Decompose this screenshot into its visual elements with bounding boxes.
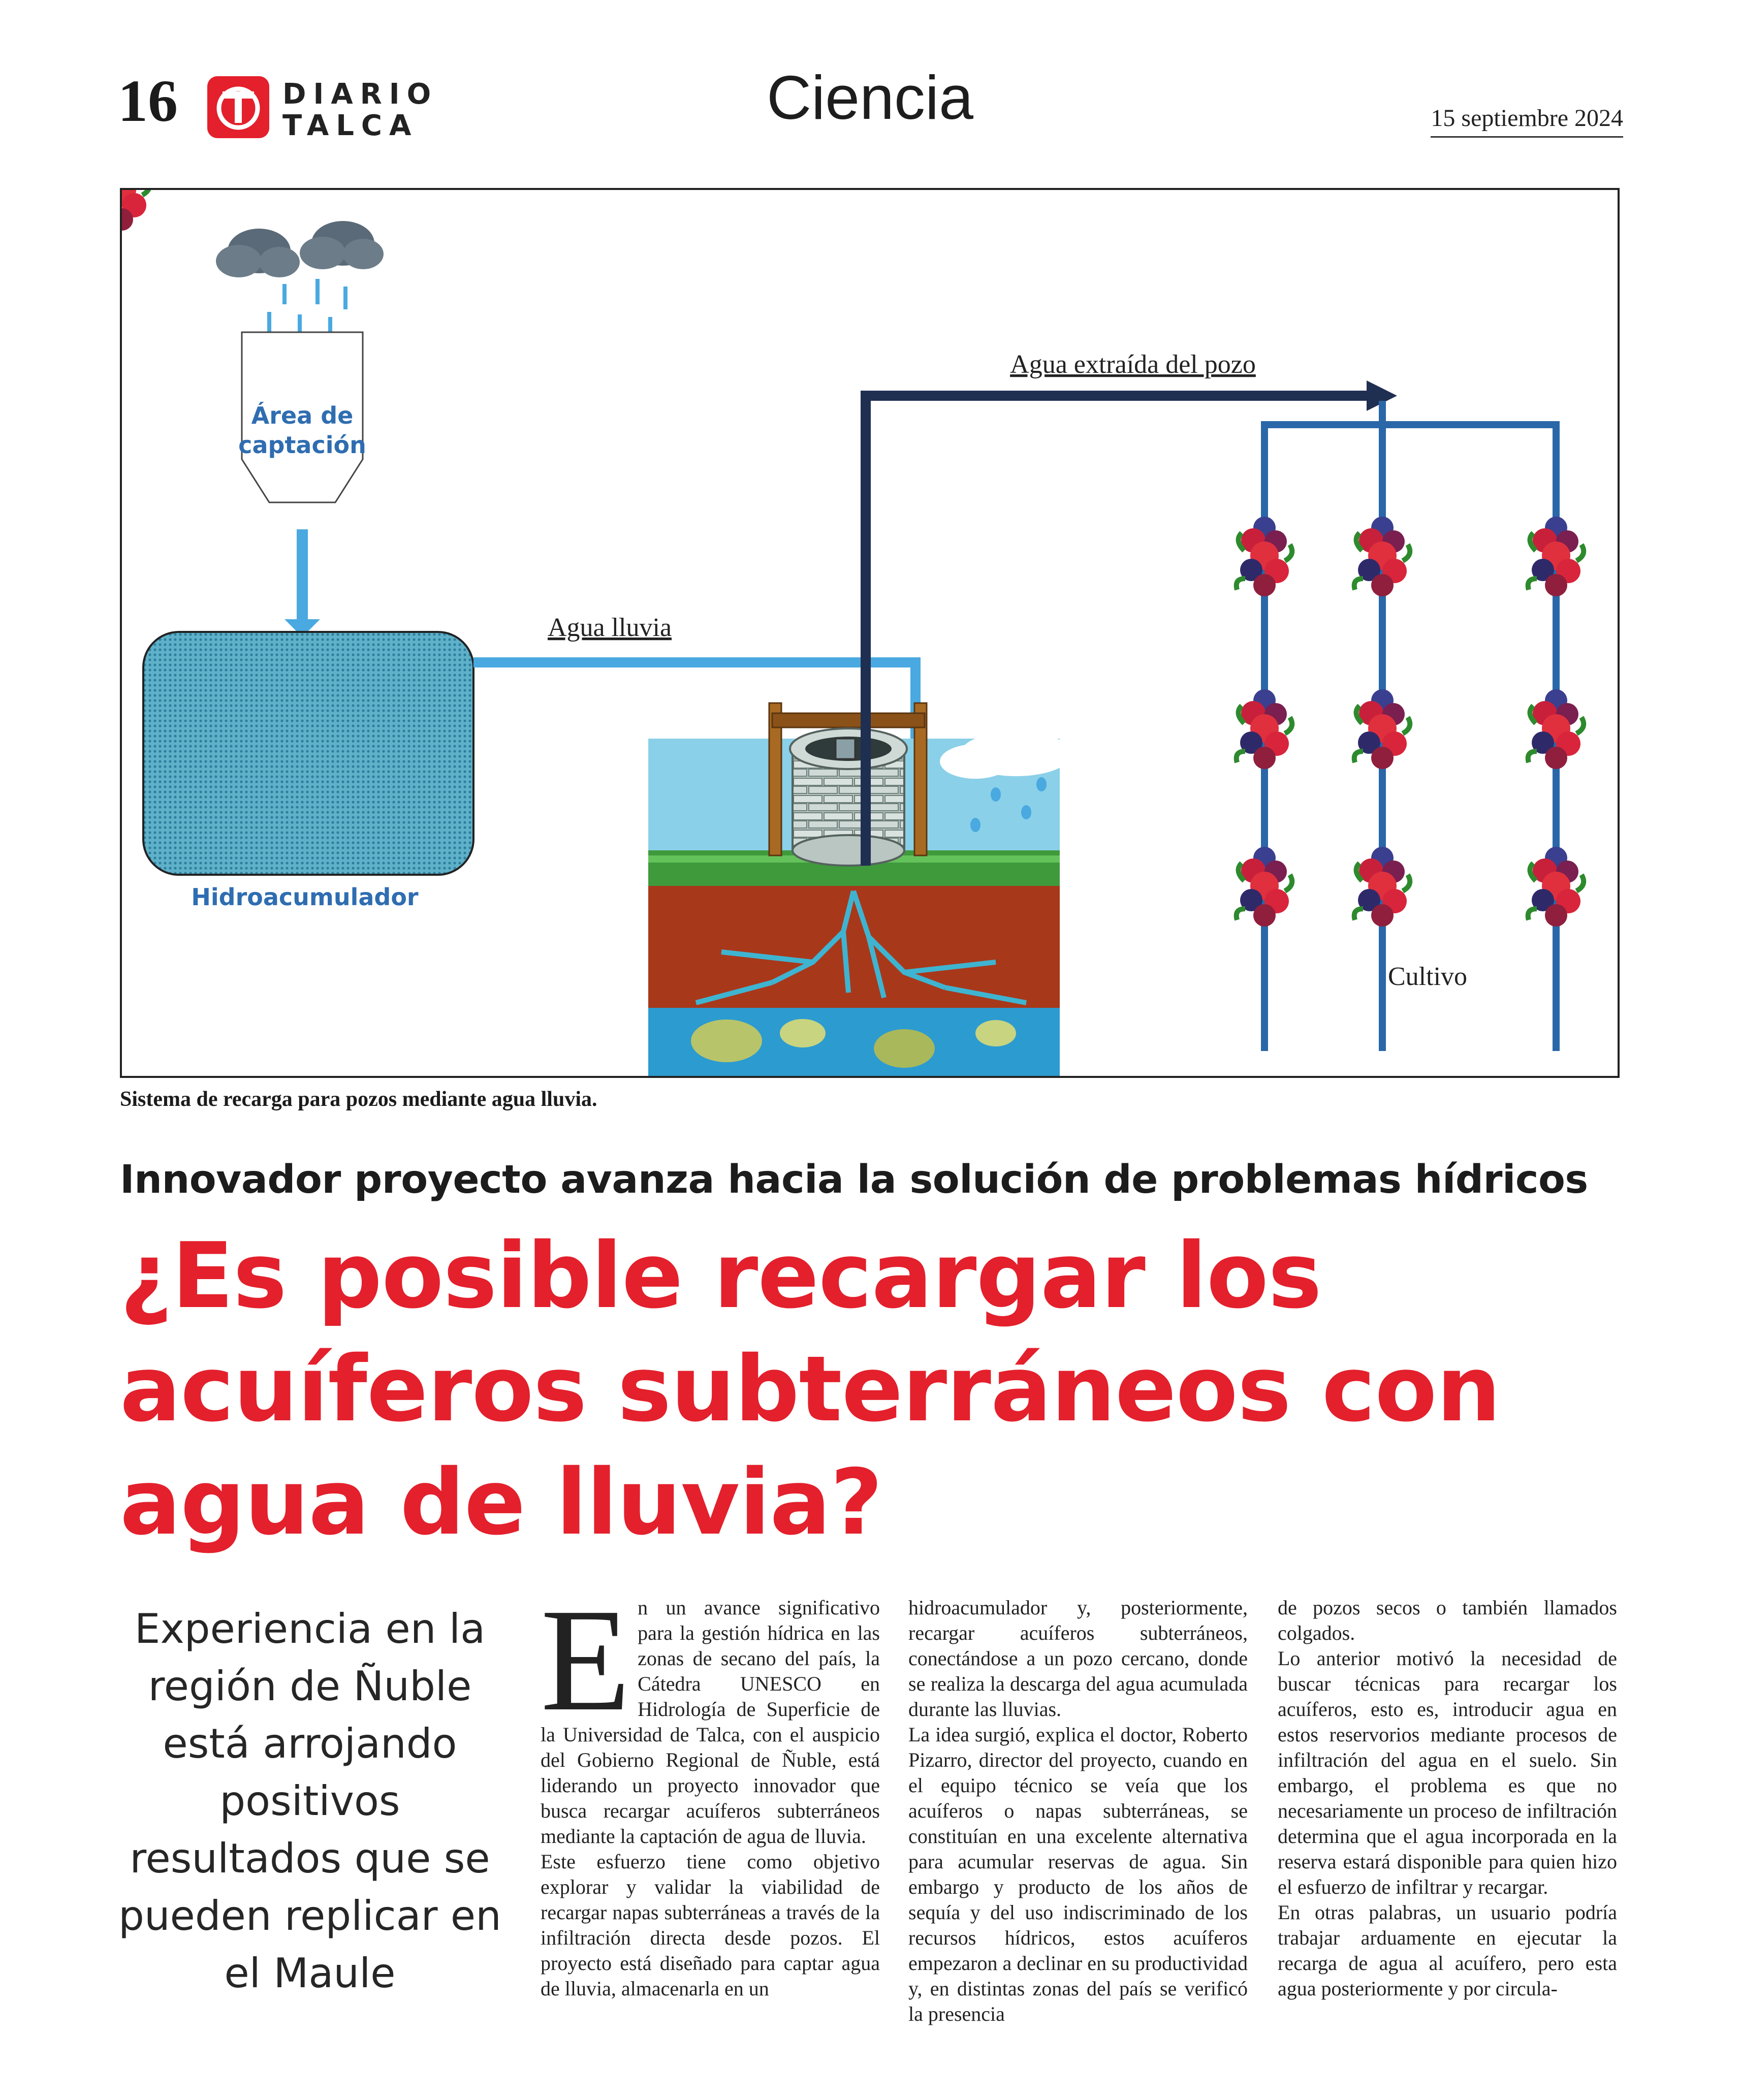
article-column-1 (541, 1578, 880, 2001)
headline-line: acuíferos subterráneos con (120, 1337, 1501, 1442)
area-label-line1: Área de (251, 402, 354, 429)
paragraph: En otras palabras, un usuario podría trabajar arduamente en ejecutar la recarga de agua al acuífero, pero esta agua posteriormente y por circula- (1278, 1901, 1617, 2000)
downpipe (297, 529, 308, 622)
logo-text-diario: DIARIO (282, 78, 438, 111)
page-number: 16 (118, 68, 178, 134)
crop-label: Cultivo (1387, 962, 1468, 991)
logo-text-talca: TALCA (282, 109, 419, 142)
paragraph: de pozos secos o también llamados colgados. (1278, 1596, 1617, 1644)
hydroaccumulator-tank (143, 632, 473, 875)
recharge-system-diagram (122, 190, 1618, 1076)
article-deck: Experiencia en la región de Ñuble está arrojando positivos resultados que se pueden replicar en el Maule (118, 1605, 501, 1997)
area-label-line2: captación (238, 431, 366, 459)
figure-caption: Sistema de recarga para pozos mediante agua lluvia. (120, 1088, 597, 1111)
drop-cap: E (541, 1578, 631, 1741)
article-column-2 (908, 1595, 1248, 2027)
extracted-water-label: Agua extraída del pozo (1010, 350, 1256, 379)
paragraph: La idea surgió, explica el doctor, Roberto Pizarro, director del proyecto, cuando en el equipo técnico se veía que los acuíferos o napas subterráneas, se constituían en una excelente alternativa para acumular reservas de agua. Sin embargo y producto de los años de sequía y del uso indiscriminado de los recursos hídricos, estos acuíferos empezaron a declinar en su productividad y, en distintas zonas del país se verificó la presencia (908, 1723, 1248, 2025)
article-column-3 (1278, 1595, 1617, 2001)
issue-date: 15 septiembre 2024 (1431, 104, 1623, 138)
hydro-label: Hidroacumulador (191, 883, 419, 911)
rain-water-pipe (473, 657, 921, 667)
headline-line: agua de lluvia? (120, 1450, 882, 1555)
section-title: Ciencia (767, 63, 973, 132)
paragraph: hidroacumulador y, posteriormente, recargar acuíferos subterráneos, conectándose a un pozo cercano, donde se realiza la descarga del agua acumulada durante las lluvias. (908, 1596, 1248, 1721)
extraction-pipe (861, 391, 871, 866)
headline-line: ¿Es posible recargar los (120, 1223, 1322, 1328)
recharge-diagram-figure (120, 188, 1620, 1078)
rain-water-label: Agua lluvia (547, 613, 672, 642)
paragraph: n un avance significativo para la gestión hídrica en las zonas de secano del país, la Cátedra UNESCO en Hidrología de Superficie de la Universidad de Talca, con el auspicio del Gobierno Regional de Ñuble, está liderando un proyecto innovador que busca recargar acuíferos subterráneos mediante la captación de agua de lluvia. (541, 1596, 880, 1848)
article-headline (120, 1219, 1634, 1559)
well-illustration (648, 703, 1072, 1076)
paragraph: Este esfuerzo tiene como objetivo explorar y validar la viabilidad de recargar napas subterráneas a través de la infiltración directa desde pozos. El proyecto está diseñado para captar agua de lluvia, almacenarla en un (541, 1850, 880, 2000)
paragraph: Lo anterior motivó la necesidad de buscar técnicas para recargar los acuíferos, esto es, introducir agua en estos reservorios mediante procesos de infiltración del agua en el suelo. Sin embargo, el problema es que no necesariamente un proceso de infiltración determina que el agua incorporada en la reserva estará disponible para quien hizo el esfuerzo de infiltrar y recargar. (1278, 1647, 1617, 1898)
cloud-icon (216, 221, 384, 277)
article-kicker: Innovador proyecto avanza hacia la solución de problemas hídricos (120, 1157, 1588, 1202)
